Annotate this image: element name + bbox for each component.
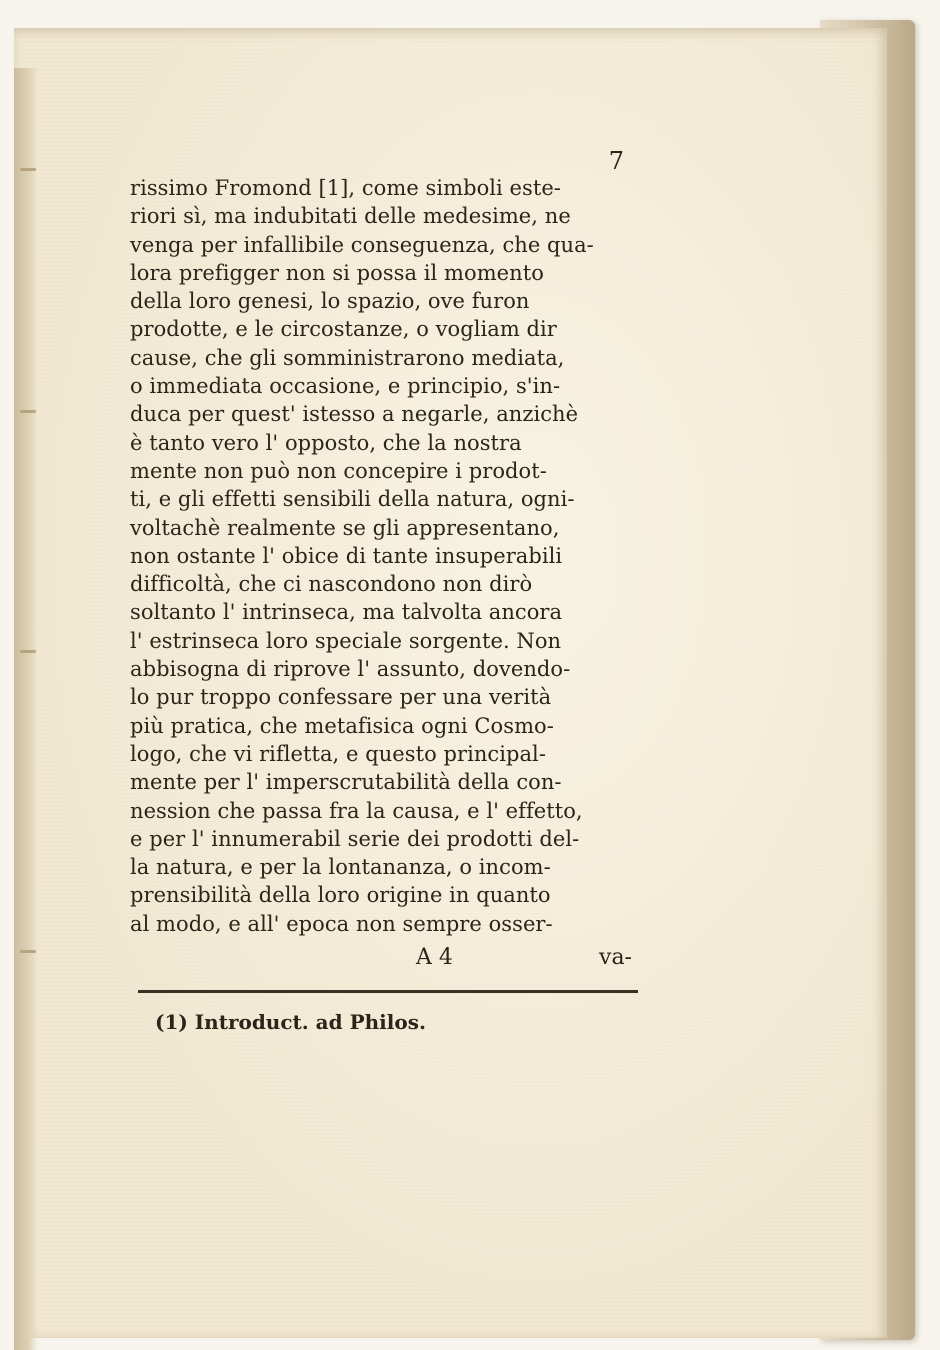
text-line: prodotte, e le circostanze, o vogliam dir bbox=[130, 317, 557, 342]
body-text bbox=[130, 148, 642, 978]
text-line: soltanto l' intrinseca, ma talvolta ancora bbox=[130, 600, 563, 625]
text-line: lora prefigger non si possa il momento bbox=[130, 260, 544, 285]
text-line: duca per quest' istesso a negarle, anzichè bbox=[130, 402, 579, 427]
text-line: non ostante l' obice di tante insuperabili bbox=[130, 543, 563, 568]
binding-stitch bbox=[20, 650, 36, 653]
text-line: mente per l' imperscrutabilità della con- bbox=[130, 770, 562, 795]
text-line: riori sì, ma indubitati delle medesime, ne bbox=[130, 204, 571, 229]
text-line: difficoltà, che ci nascondono non dirò bbox=[130, 572, 533, 597]
text-line: l' estrinseca loro speciale sorgente. Non bbox=[130, 628, 562, 653]
text-line: più pratica, che metafisica ogni Cosmo- bbox=[130, 713, 554, 738]
footnote-rule bbox=[138, 990, 638, 993]
signature-row bbox=[130, 938, 642, 978]
text-line: mente non può non concepire i prodot- bbox=[130, 458, 547, 483]
binding-stitch bbox=[20, 168, 36, 171]
binding-gutter bbox=[14, 68, 38, 1350]
text-line: ti, e gli effetti sensibili della natura, ogni- bbox=[130, 487, 575, 512]
catchword: va- bbox=[599, 945, 632, 971]
text-line: venga per infallibile conseguenza, che qua- bbox=[130, 232, 594, 257]
page-number: 7 bbox=[608, 147, 624, 175]
text-line: rissimo Fromond [1], come simboli este- bbox=[130, 176, 561, 200]
text-line: della loro genesi, lo spazio, ove furon bbox=[130, 289, 530, 314]
text-line: è tanto vero l' opposto, che la nostra bbox=[130, 430, 522, 455]
footnote: (1) Introduct. ad Philos. bbox=[155, 1010, 426, 1034]
text-line: voltachè realmente se gli appresentano, bbox=[130, 515, 560, 540]
signature-mark: A 4 bbox=[416, 945, 453, 971]
text-line: al modo, e all' epoca non sempre osser- bbox=[130, 911, 553, 936]
text-line: logo, che vi rifletta, e questo principal- bbox=[130, 741, 546, 766]
binding-stitch bbox=[20, 410, 36, 413]
binding-stitch bbox=[20, 950, 36, 953]
text-line: o immediata occasione, e principio, s'in- bbox=[130, 374, 561, 399]
text-line: cause, che gli somministrarono mediata, bbox=[130, 345, 565, 370]
text-line: la natura, e per la lontananza, o incom- bbox=[130, 855, 551, 880]
text-line: e per l' innumerabil serie dei prodotti del- bbox=[130, 826, 580, 851]
text-line: lo pur troppo confessare per una verità bbox=[130, 685, 552, 710]
text-line: abbisogna di riprove l' assunto, dovendo- bbox=[130, 657, 571, 682]
text-line: nession che passa fra la causa, e l' effetto, bbox=[130, 798, 583, 823]
text-line: prensibilità della loro origine in quanto bbox=[130, 883, 551, 908]
